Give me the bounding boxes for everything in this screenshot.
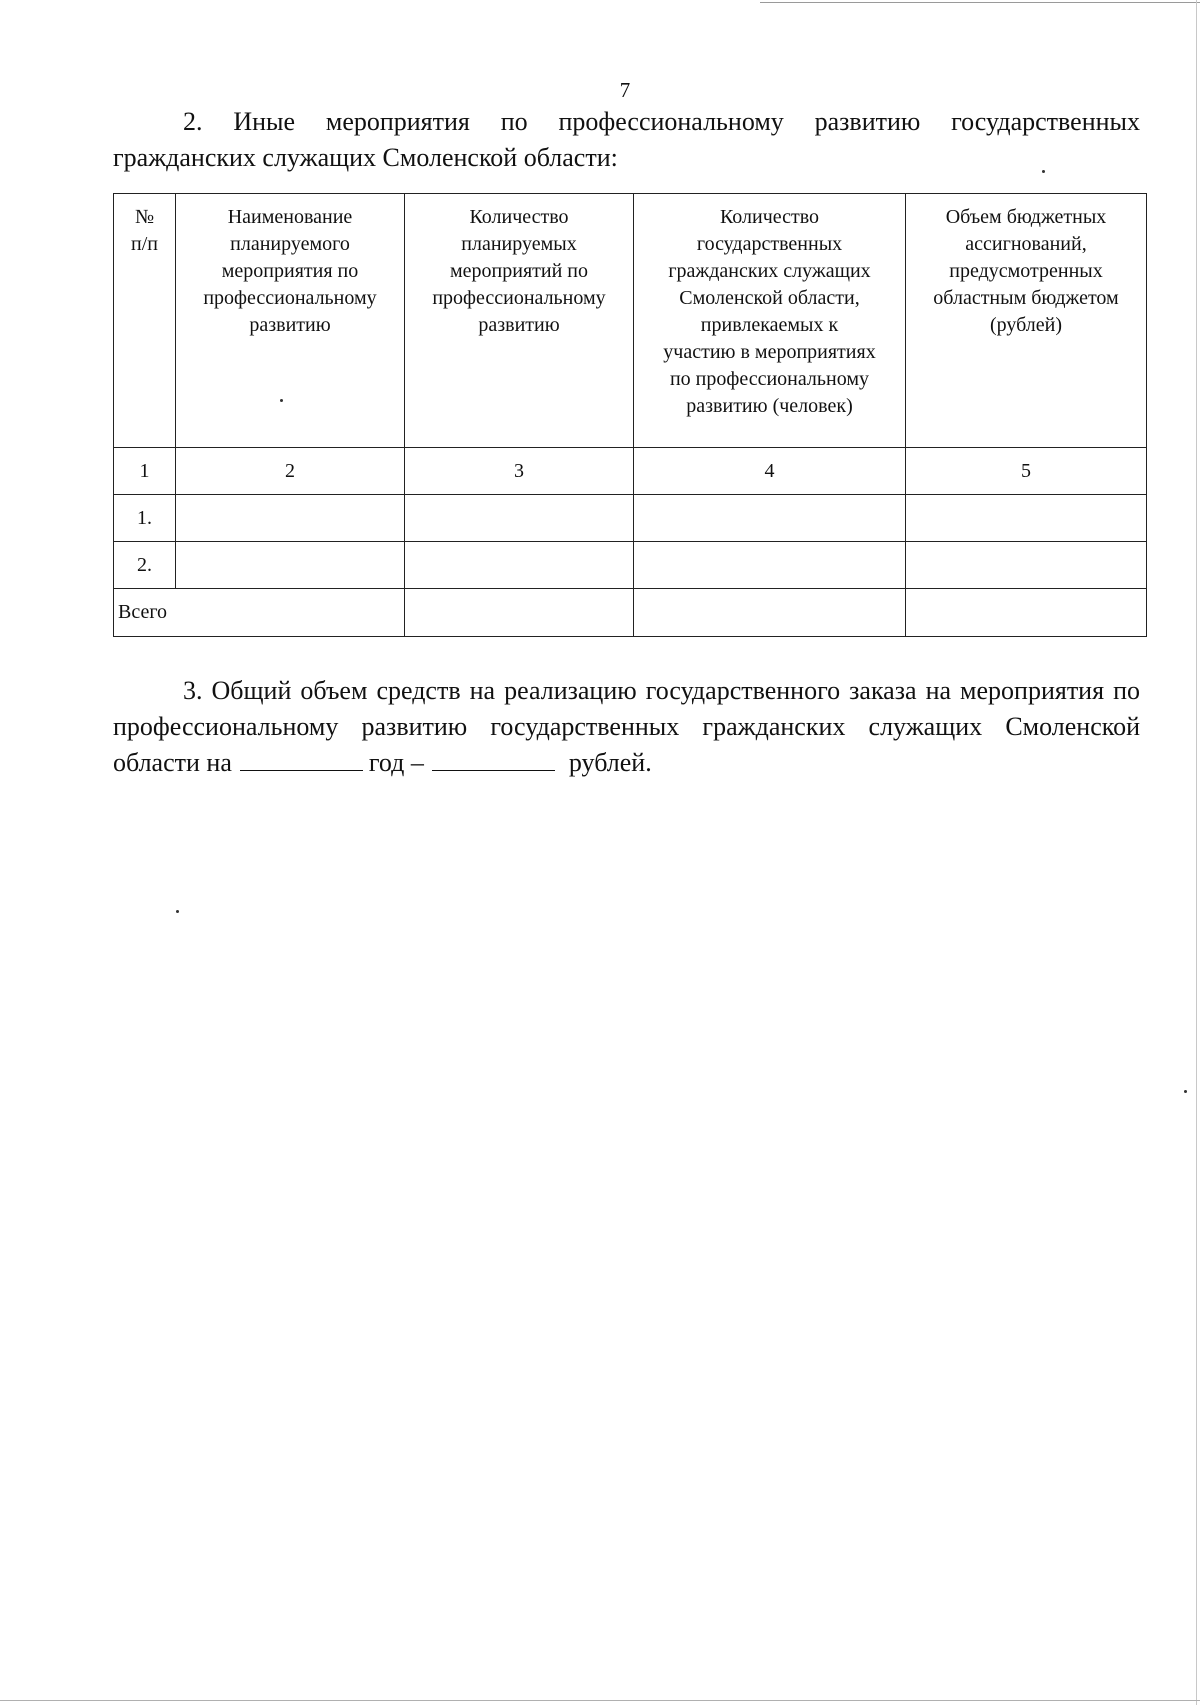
table-row	[114, 542, 1147, 589]
section-3-text: 3. Общий объем средств на реализацию государственного заказа на мероприятия по профессиональному развитию государственных гражданских служащих Смоленской области на	[113, 676, 1140, 777]
header-cell: Количество планируемых мероприятий по профессиональному развитию	[405, 194, 634, 448]
table-cell	[634, 542, 906, 589]
section-2-paragraph	[113, 104, 1140, 176]
row-number: 1.	[114, 495, 176, 542]
table-cell	[405, 542, 634, 589]
column-number: 3	[405, 448, 634, 495]
column-number: 2	[176, 448, 405, 495]
column-number-row	[114, 448, 1147, 495]
table-cell	[405, 495, 634, 542]
header-cell: Наименование планируемого мероприятия по профессиональному развитию	[176, 194, 405, 448]
header-cell: № п/п	[114, 194, 176, 448]
table-header-row	[114, 194, 1147, 448]
table-cell	[405, 589, 634, 637]
section-3-paragraph	[113, 673, 1140, 781]
header-cell: Количество государственных гражданских служащих Смоленской области, привлекаемых к участию в мероприятиях по профессиональному развитию (человек)	[634, 194, 906, 448]
section-2-text: 2. Иные мероприятия по профессиональному развитию государственных гражданских служащих Смоленской области:	[113, 107, 1140, 172]
table-cell	[906, 495, 1147, 542]
table-cell	[176, 495, 405, 542]
scan-speck	[1042, 170, 1045, 173]
scan-speck	[280, 399, 283, 402]
row-number: 2.	[114, 542, 176, 589]
scan-speck	[1184, 1090, 1187, 1093]
table-cell	[906, 542, 1147, 589]
scan-speck	[176, 910, 179, 913]
total-row	[114, 589, 1147, 637]
table-cell	[176, 542, 405, 589]
total-label: Всего	[114, 589, 405, 637]
table-cell	[906, 589, 1147, 637]
rubles-text: рублей.	[568, 748, 652, 777]
year-text: год –	[368, 748, 424, 777]
header-cell: Объем бюджетных ассигнований, предусмотренных областным бюджетом (рублей)	[906, 194, 1147, 448]
activities-table	[113, 193, 1147, 637]
scan-edge-bottom	[0, 1700, 1200, 1701]
column-number: 1	[114, 448, 176, 495]
column-number: 4	[634, 448, 906, 495]
scan-edge-top	[760, 2, 1200, 3]
table-cell	[634, 495, 906, 542]
column-number: 5	[906, 448, 1147, 495]
sum-blank-line	[432, 746, 555, 771]
table-cell	[634, 589, 906, 637]
year-blank-line	[240, 746, 363, 771]
page-number: 7	[619, 78, 631, 102]
scan-edge-right	[1196, 0, 1197, 1705]
table-row	[114, 495, 1147, 542]
